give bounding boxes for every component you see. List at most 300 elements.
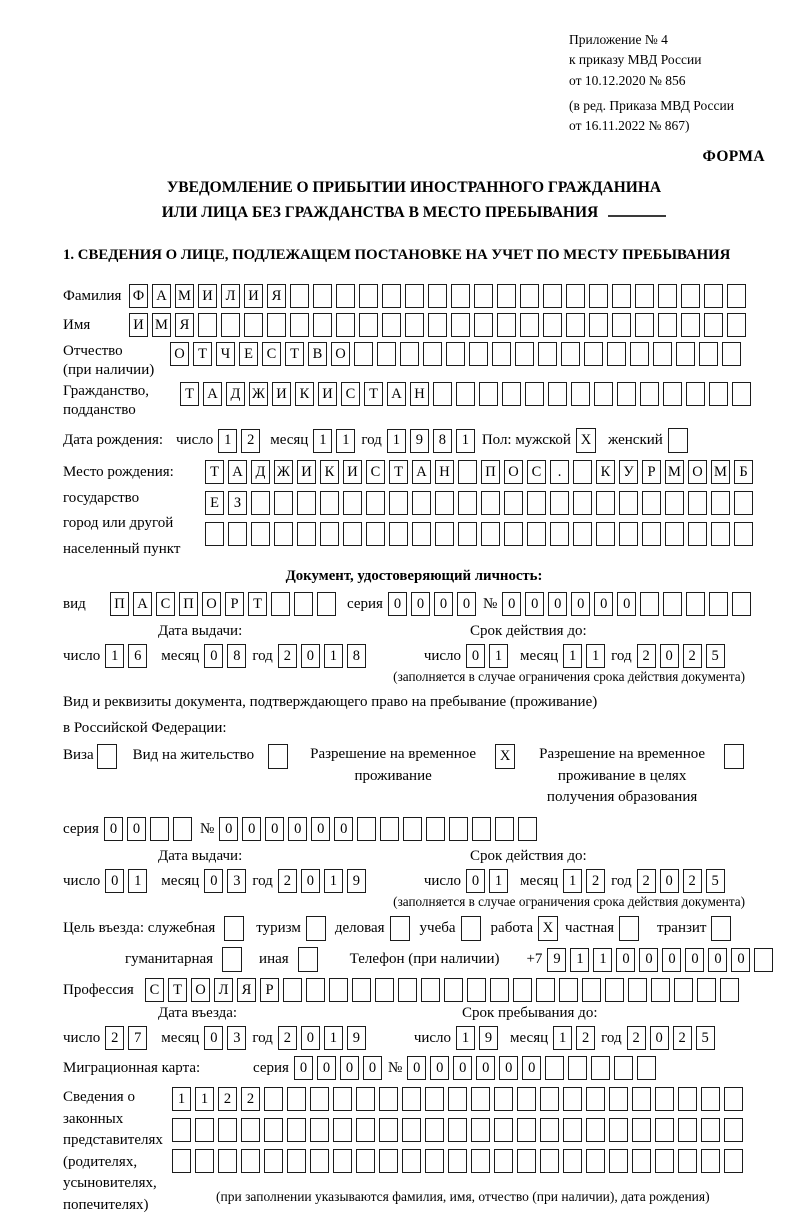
char-cell[interactable]	[333, 1118, 352, 1142]
char-cell[interactable]: 0	[453, 1056, 472, 1080]
char-cell[interactable]	[701, 1149, 720, 1173]
char-cell[interactable]	[448, 1087, 467, 1111]
char-cell[interactable]: 0	[411, 592, 430, 616]
char-cell[interactable]: С	[527, 460, 546, 484]
char-cell[interactable]	[612, 284, 631, 308]
char-cell[interactable]: Р	[225, 592, 244, 616]
char-cell[interactable]: 0	[617, 592, 636, 616]
char-cell[interactable]: Я	[237, 978, 256, 1002]
char-cell[interactable]: 9	[547, 948, 566, 972]
char-cell[interactable]: 8	[433, 429, 452, 453]
char-cell[interactable]	[398, 978, 417, 1002]
char-cell[interactable]	[377, 342, 396, 366]
char-cell[interactable]: 2	[241, 1087, 260, 1111]
char-cell[interactable]	[596, 491, 615, 515]
char-cell[interactable]: 1	[324, 869, 343, 893]
char-cell[interactable]: 2	[627, 1026, 646, 1050]
char-cell[interactable]: 0	[499, 1056, 518, 1080]
char-cell[interactable]	[379, 1118, 398, 1142]
char-cell[interactable]	[333, 1149, 352, 1173]
char-cell[interactable]: 2	[241, 429, 260, 453]
char-cell[interactable]: Ч	[216, 342, 235, 366]
char-cell[interactable]	[405, 284, 424, 308]
char-cell[interactable]	[520, 284, 539, 308]
char-cell[interactable]	[640, 382, 659, 406]
char-cell[interactable]	[497, 284, 516, 308]
char-cell[interactable]: 2	[586, 869, 605, 893]
char-cell[interactable]: 0	[334, 817, 353, 841]
char-cell[interactable]	[456, 382, 475, 406]
char-cell[interactable]: 7	[128, 1026, 147, 1050]
char-cell[interactable]: 0	[242, 817, 261, 841]
char-cell[interactable]	[428, 313, 447, 337]
char-cell[interactable]	[504, 522, 523, 546]
char-cell[interactable]	[446, 342, 465, 366]
char-cell[interactable]	[681, 284, 700, 308]
char-cell[interactable]: 2	[278, 1026, 297, 1050]
char-cell[interactable]: М	[152, 313, 171, 337]
char-cell[interactable]: К	[596, 460, 615, 484]
char-cell[interactable]: А	[412, 460, 431, 484]
char-cell[interactable]: 2	[278, 869, 297, 893]
char-cell[interactable]: 1	[387, 429, 406, 453]
char-cell[interactable]	[536, 978, 555, 1002]
char-cell[interactable]	[525, 382, 544, 406]
char-cell[interactable]	[218, 1118, 237, 1142]
char-cell[interactable]: Т	[205, 460, 224, 484]
char-cell[interactable]	[400, 342, 419, 366]
char-cell[interactable]	[635, 313, 654, 337]
char-cell[interactable]	[548, 382, 567, 406]
char-cell[interactable]: И	[318, 382, 337, 406]
char-cell[interactable]	[494, 1087, 513, 1111]
char-cell[interactable]: О	[688, 460, 707, 484]
char-cell[interactable]	[481, 491, 500, 515]
char-cell[interactable]	[655, 1149, 674, 1173]
char-cell[interactable]: 3	[227, 869, 246, 893]
char-cell[interactable]: 9	[347, 869, 366, 893]
char-cell[interactable]: 1	[570, 948, 589, 972]
char-cell[interactable]	[356, 1118, 375, 1142]
char-cell[interactable]: 1	[313, 429, 332, 453]
char-cell[interactable]: 2	[683, 644, 702, 668]
char-cell[interactable]	[653, 342, 672, 366]
char-cell[interactable]	[607, 342, 626, 366]
char-cell[interactable]: 1	[218, 429, 237, 453]
char-cell[interactable]	[518, 817, 537, 841]
char-cell[interactable]: Я	[175, 313, 194, 337]
char-cell[interactable]: О	[202, 592, 221, 616]
char-cell[interactable]	[637, 1056, 656, 1080]
char-cell[interactable]	[264, 1087, 283, 1111]
char-cell[interactable]	[310, 1087, 329, 1111]
char-cell[interactable]: 1	[489, 644, 508, 668]
char-cell[interactable]: Б	[734, 460, 753, 484]
char-cell[interactable]	[538, 342, 557, 366]
char-cell[interactable]	[734, 522, 753, 546]
char-cell[interactable]: О	[331, 342, 350, 366]
char-cell[interactable]	[251, 491, 270, 515]
char-cell[interactable]	[389, 522, 408, 546]
char-cell[interactable]	[402, 1149, 421, 1173]
char-cell[interactable]	[403, 817, 422, 841]
char-cell[interactable]: Я	[267, 284, 286, 308]
char-cell[interactable]	[412, 491, 431, 515]
char-cell[interactable]: 0	[685, 948, 704, 972]
char-cell[interactable]	[642, 491, 661, 515]
char-cell[interactable]	[614, 1056, 633, 1080]
char-cell[interactable]	[540, 1087, 559, 1111]
char-cell[interactable]	[336, 313, 355, 337]
char-cell[interactable]: Л	[214, 978, 233, 1002]
char-cell[interactable]: К	[295, 382, 314, 406]
char-cell[interactable]	[628, 978, 647, 1002]
char-cell[interactable]: М	[711, 460, 730, 484]
char-cell[interactable]	[686, 382, 705, 406]
char-cell[interactable]	[734, 491, 753, 515]
char-cell[interactable]	[642, 522, 661, 546]
char-cell[interactable]	[359, 284, 378, 308]
char-cell[interactable]	[221, 313, 240, 337]
char-cell[interactable]: 1	[593, 948, 612, 972]
char-cell[interactable]: 2	[278, 644, 297, 668]
char-cell[interactable]: У	[619, 460, 638, 484]
char-cell[interactable]	[172, 1118, 191, 1142]
char-cell[interactable]	[676, 342, 695, 366]
char-cell[interactable]	[472, 817, 491, 841]
char-cell[interactable]: А	[152, 284, 171, 308]
char-cell[interactable]	[711, 491, 730, 515]
char-cell[interactable]: 1	[456, 1026, 475, 1050]
char-cell[interactable]	[586, 1149, 605, 1173]
char-cell[interactable]	[287, 1149, 306, 1173]
char-cell[interactable]	[724, 744, 744, 769]
char-cell[interactable]	[709, 382, 728, 406]
char-cell[interactable]	[573, 491, 592, 515]
char-cell[interactable]: Л	[221, 284, 240, 308]
char-cell[interactable]	[402, 1087, 421, 1111]
char-cell[interactable]	[479, 382, 498, 406]
char-cell[interactable]	[699, 342, 718, 366]
char-cell[interactable]	[663, 382, 682, 406]
char-cell[interactable]: 1	[563, 644, 582, 668]
char-cell[interactable]	[517, 1087, 536, 1111]
char-cell[interactable]	[686, 592, 705, 616]
char-cell[interactable]	[310, 1149, 329, 1173]
char-cell[interactable]	[458, 460, 477, 484]
char-cell[interactable]	[228, 522, 247, 546]
char-cell[interactable]: А	[387, 382, 406, 406]
char-cell[interactable]: 0	[301, 869, 320, 893]
char-cell[interactable]	[435, 522, 454, 546]
char-cell[interactable]	[195, 1118, 214, 1142]
char-cell[interactable]	[658, 284, 677, 308]
char-cell[interactable]	[492, 342, 511, 366]
char-cell[interactable]	[274, 491, 293, 515]
char-cell[interactable]: 0	[204, 1026, 223, 1050]
char-cell[interactable]	[379, 1149, 398, 1173]
char-cell[interactable]: 1	[336, 429, 355, 453]
char-cell[interactable]	[297, 491, 316, 515]
char-cell[interactable]: И	[343, 460, 362, 484]
char-cell[interactable]	[274, 522, 293, 546]
char-cell[interactable]	[596, 522, 615, 546]
char-cell[interactable]	[244, 313, 263, 337]
char-cell[interactable]: X	[495, 744, 515, 769]
char-cell[interactable]	[421, 978, 440, 1002]
char-cell[interactable]	[586, 1118, 605, 1142]
char-cell[interactable]	[357, 817, 376, 841]
char-cell[interactable]: 0	[476, 1056, 495, 1080]
char-cell[interactable]	[451, 284, 470, 308]
char-cell[interactable]: 0	[639, 948, 658, 972]
char-cell[interactable]	[379, 1087, 398, 1111]
char-cell[interactable]	[433, 382, 452, 406]
char-cell[interactable]	[354, 342, 373, 366]
char-cell[interactable]	[619, 522, 638, 546]
char-cell[interactable]	[474, 284, 493, 308]
char-cell[interactable]	[527, 522, 546, 546]
char-cell[interactable]	[727, 284, 746, 308]
char-cell[interactable]	[97, 744, 117, 769]
char-cell[interactable]	[591, 1056, 610, 1080]
char-cell[interactable]	[563, 1087, 582, 1111]
char-cell[interactable]	[674, 978, 693, 1002]
char-cell[interactable]	[382, 284, 401, 308]
char-cell[interactable]	[612, 313, 631, 337]
char-cell[interactable]: С	[341, 382, 360, 406]
char-cell[interactable]	[594, 382, 613, 406]
char-cell[interactable]: 5	[706, 644, 725, 668]
char-cell[interactable]	[283, 978, 302, 1002]
char-cell[interactable]: 8	[227, 644, 246, 668]
char-cell[interactable]	[630, 342, 649, 366]
char-cell[interactable]	[435, 491, 454, 515]
char-cell[interactable]: 1	[195, 1087, 214, 1111]
char-cell[interactable]	[380, 817, 399, 841]
char-cell[interactable]	[320, 522, 339, 546]
char-cell[interactable]	[582, 978, 601, 1002]
char-cell[interactable]: Ф	[129, 284, 148, 308]
char-cell[interactable]	[497, 313, 516, 337]
char-cell[interactable]: О	[504, 460, 523, 484]
char-cell[interactable]	[490, 978, 509, 1002]
char-cell[interactable]: С	[366, 460, 385, 484]
char-cell[interactable]: 2	[637, 644, 656, 668]
char-cell[interactable]: 1	[128, 869, 147, 893]
char-cell[interactable]	[333, 1087, 352, 1111]
char-cell[interactable]	[313, 313, 332, 337]
char-cell[interactable]: Е	[205, 491, 224, 515]
char-cell[interactable]	[513, 978, 532, 1002]
char-cell[interactable]: X	[576, 428, 596, 453]
char-cell[interactable]	[688, 522, 707, 546]
char-cell[interactable]: 9	[410, 429, 429, 453]
char-cell[interactable]: 0	[731, 948, 750, 972]
char-cell[interactable]	[502, 382, 521, 406]
char-cell[interactable]	[448, 1149, 467, 1173]
char-cell[interactable]	[198, 313, 217, 337]
char-cell[interactable]	[173, 817, 192, 841]
char-cell[interactable]	[405, 313, 424, 337]
char-cell[interactable]: 0	[219, 817, 238, 841]
char-cell[interactable]	[290, 313, 309, 337]
char-cell[interactable]	[609, 1118, 628, 1142]
char-cell[interactable]	[619, 491, 638, 515]
char-cell[interactable]: Н	[410, 382, 429, 406]
char-cell[interactable]: Т	[168, 978, 187, 1002]
char-cell[interactable]	[665, 491, 684, 515]
char-cell[interactable]: Е	[239, 342, 258, 366]
char-cell[interactable]	[724, 1149, 743, 1173]
char-cell[interactable]	[701, 1087, 720, 1111]
char-cell[interactable]	[389, 491, 408, 515]
char-cell[interactable]	[352, 978, 371, 1002]
char-cell[interactable]	[605, 978, 624, 1002]
char-cell[interactable]	[668, 428, 688, 453]
char-cell[interactable]	[617, 382, 636, 406]
char-cell[interactable]	[425, 1087, 444, 1111]
char-cell[interactable]	[428, 284, 447, 308]
char-cell[interactable]	[559, 978, 578, 1002]
char-cell[interactable]	[449, 817, 468, 841]
char-cell[interactable]	[651, 978, 670, 1002]
char-cell[interactable]	[306, 916, 326, 941]
char-cell[interactable]: 9	[479, 1026, 498, 1050]
char-cell[interactable]	[658, 313, 677, 337]
char-cell[interactable]	[665, 522, 684, 546]
char-cell[interactable]	[678, 1087, 697, 1111]
char-cell[interactable]	[290, 284, 309, 308]
char-cell[interactable]: С	[145, 978, 164, 1002]
char-cell[interactable]: 3	[227, 1026, 246, 1050]
char-cell[interactable]: Т	[389, 460, 408, 484]
char-cell[interactable]	[264, 1118, 283, 1142]
char-cell[interactable]	[425, 1118, 444, 1142]
char-cell[interactable]	[566, 313, 585, 337]
char-cell[interactable]	[205, 522, 224, 546]
char-cell[interactable]: 9	[347, 1026, 366, 1050]
char-cell[interactable]	[359, 313, 378, 337]
char-cell[interactable]	[356, 1149, 375, 1173]
char-cell[interactable]: О	[191, 978, 210, 1002]
char-cell[interactable]: С	[156, 592, 175, 616]
char-cell[interactable]	[632, 1087, 651, 1111]
char-cell[interactable]: 0	[407, 1056, 426, 1080]
char-cell[interactable]	[298, 947, 318, 972]
char-cell[interactable]: 1	[489, 869, 508, 893]
char-cell[interactable]: А	[133, 592, 152, 616]
char-cell[interactable]	[366, 491, 385, 515]
char-cell[interactable]	[218, 1149, 237, 1173]
char-cell[interactable]: 1	[586, 644, 605, 668]
char-cell[interactable]	[732, 382, 751, 406]
char-cell[interactable]: П	[481, 460, 500, 484]
char-cell[interactable]: 0	[430, 1056, 449, 1080]
char-cell[interactable]: И	[297, 460, 316, 484]
char-cell[interactable]: Н	[435, 460, 454, 484]
char-cell[interactable]	[543, 313, 562, 337]
char-cell[interactable]	[224, 916, 244, 941]
char-cell[interactable]	[515, 342, 534, 366]
char-cell[interactable]	[458, 491, 477, 515]
char-cell[interactable]	[469, 342, 488, 366]
char-cell[interactable]	[688, 491, 707, 515]
char-cell[interactable]	[474, 313, 493, 337]
char-cell[interactable]	[241, 1118, 260, 1142]
char-cell[interactable]	[655, 1118, 674, 1142]
char-cell[interactable]: 1	[105, 644, 124, 668]
char-cell[interactable]: 5	[706, 869, 725, 893]
char-cell[interactable]: 0	[525, 592, 544, 616]
char-cell[interactable]: Т	[364, 382, 383, 406]
char-cell[interactable]: 0	[311, 817, 330, 841]
char-cell[interactable]	[678, 1118, 697, 1142]
char-cell[interactable]	[471, 1149, 490, 1173]
char-cell[interactable]: Д	[226, 382, 245, 406]
char-cell[interactable]: Ж	[249, 382, 268, 406]
char-cell[interactable]	[425, 1149, 444, 1173]
char-cell[interactable]: 0	[502, 592, 521, 616]
char-cell[interactable]	[632, 1149, 651, 1173]
char-cell[interactable]	[366, 522, 385, 546]
char-cell[interactable]	[402, 1118, 421, 1142]
char-cell[interactable]	[287, 1087, 306, 1111]
char-cell[interactable]	[571, 382, 590, 406]
char-cell[interactable]	[517, 1118, 536, 1142]
char-cell[interactable]: А	[228, 460, 247, 484]
char-cell[interactable]	[172, 1149, 191, 1173]
char-cell[interactable]: 0	[616, 948, 635, 972]
char-cell[interactable]: 2	[683, 869, 702, 893]
char-cell[interactable]: М	[665, 460, 684, 484]
char-cell[interactable]: 0	[708, 948, 727, 972]
char-cell[interactable]	[423, 342, 442, 366]
char-cell[interactable]: И	[244, 284, 263, 308]
char-cell[interactable]	[697, 978, 716, 1002]
char-cell[interactable]: 0	[434, 592, 453, 616]
char-cell[interactable]: .	[550, 460, 569, 484]
char-cell[interactable]	[655, 1087, 674, 1111]
char-cell[interactable]: 1	[172, 1087, 191, 1111]
char-cell[interactable]: 0	[662, 948, 681, 972]
char-cell[interactable]	[494, 1118, 513, 1142]
char-cell[interactable]	[586, 1087, 605, 1111]
char-cell[interactable]	[461, 916, 481, 941]
char-cell[interactable]	[632, 1118, 651, 1142]
char-cell[interactable]: 0	[301, 1026, 320, 1050]
char-cell[interactable]: 0	[105, 869, 124, 893]
char-cell[interactable]	[566, 284, 585, 308]
char-cell[interactable]: X	[538, 916, 558, 941]
char-cell[interactable]: 1	[324, 644, 343, 668]
char-cell[interactable]	[561, 342, 580, 366]
char-cell[interactable]: 0	[660, 644, 679, 668]
char-cell[interactable]	[195, 1149, 214, 1173]
char-cell[interactable]: 6	[128, 644, 147, 668]
char-cell[interactable]	[543, 284, 562, 308]
char-cell[interactable]	[222, 947, 242, 972]
char-cell[interactable]	[568, 1056, 587, 1080]
char-cell[interactable]	[426, 817, 445, 841]
char-cell[interactable]: 2	[218, 1087, 237, 1111]
char-cell[interactable]	[727, 313, 746, 337]
char-cell[interactable]	[343, 522, 362, 546]
char-cell[interactable]: 0	[340, 1056, 359, 1080]
char-cell[interactable]	[467, 978, 486, 1002]
char-cell[interactable]: И	[198, 284, 217, 308]
char-cell[interactable]	[310, 1118, 329, 1142]
